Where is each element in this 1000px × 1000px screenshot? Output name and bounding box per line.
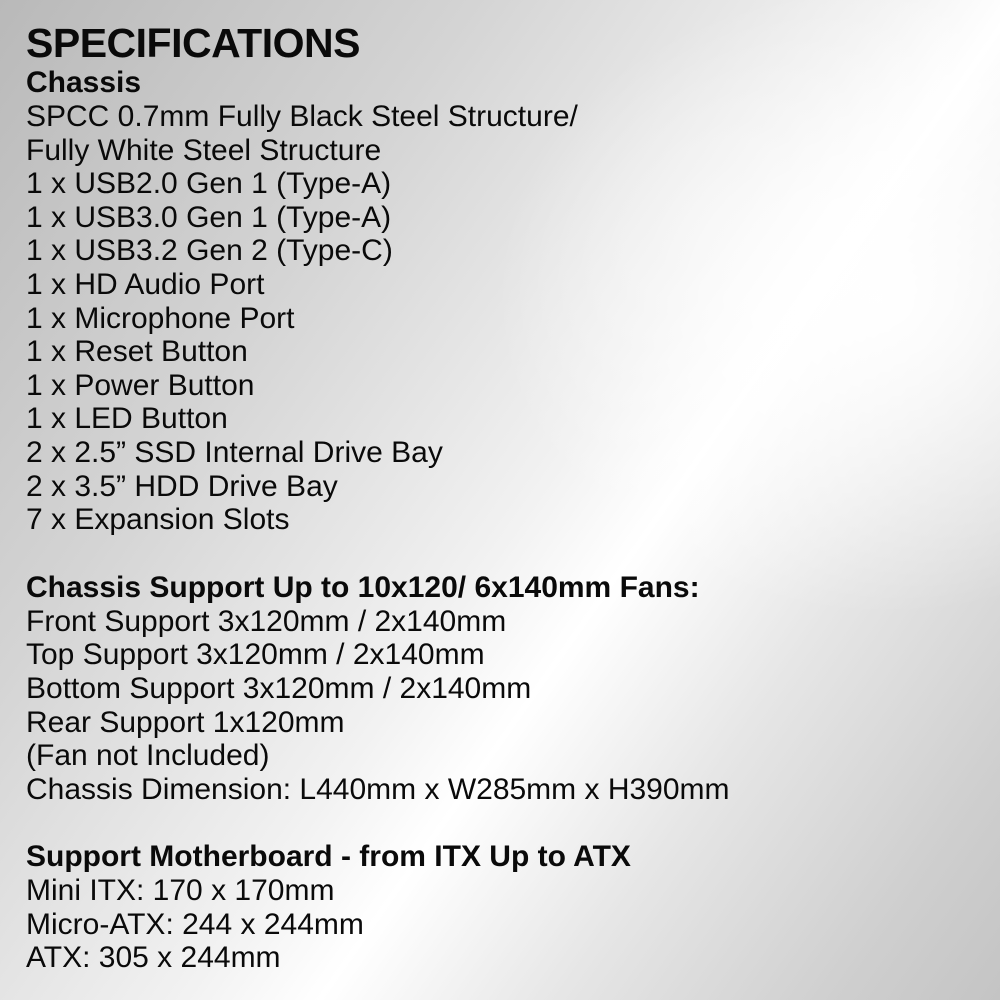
spec-line-fan-note: (Fan not Included) (26, 739, 270, 773)
spec-line-power-button: 1 x Power Button (26, 368, 255, 402)
spec-line-top-fans: Top Support 3x120mm / 2x140mm (26, 638, 485, 672)
spec-line-front-fans: Front Support 3x120mm / 2x140mm (26, 604, 507, 638)
spec-line-dimension: Chassis Dimension: L440mm x W285mm x H390mm (26, 772, 730, 806)
spec-line-usb3: 1 x USB3.0 Gen 1 (Type-A) (26, 200, 392, 234)
fans-section (26, 571, 986, 807)
spec-line-audio-port: 1 x HD Audio Port (26, 267, 265, 301)
spec-line-microphone-port: 1 x Microphone Port (26, 301, 295, 335)
spec-line-usb2: 1 x USB2.0 Gen 1 (Type-A) (26, 167, 392, 201)
spec-line-led-button: 1 x LED Button (26, 402, 228, 436)
spec-line-material: SPCC 0.7mm Fully Black Steel Structure/ (26, 100, 578, 133)
spec-line-ssd-bay: 2 x 2.5” SSD Internal Drive Bay (26, 435, 443, 469)
spec-line-reset-button: 1 x Reset Button (26, 335, 248, 369)
spec-line-usb-c: 1 x USB3.2 Gen 2 (Type-C) (26, 234, 393, 268)
page-title: SPECIFICATIONS (26, 20, 360, 66)
section-spacer (26, 537, 986, 571)
spec-line-hdd-bay: 2 x 3.5” HDD Drive Bay (26, 469, 338, 503)
section-spacer (26, 806, 986, 840)
specifications-sheet (26, 20, 986, 975)
spec-line-bottom-fans: Bottom Support 3x120mm / 2x140mm (26, 671, 532, 705)
chassis-heading: Chassis (26, 66, 142, 99)
spec-line-material-alt: Fully White Steel Structure (26, 133, 382, 167)
spec-line-rear-fans: Rear Support 1x120mm (26, 705, 345, 739)
chassis-section (26, 66, 986, 537)
spec-line-expansion-slots: 7 x Expansion Slots (26, 503, 290, 537)
motherboard-heading: Support Motherboard - from ITX Up to ATX (26, 840, 631, 874)
spec-line-micro-atx: Micro-ATX: 244 x 244mm (26, 907, 364, 941)
spec-line-atx: ATX: 305 x 244mm (26, 941, 281, 975)
motherboard-section (26, 840, 986, 975)
spec-line-mini-itx: Mini ITX: 170 x 170mm (26, 874, 335, 908)
fans-heading: Chassis Support Up to 10x120/ 6x140mm Fans: (26, 570, 700, 604)
